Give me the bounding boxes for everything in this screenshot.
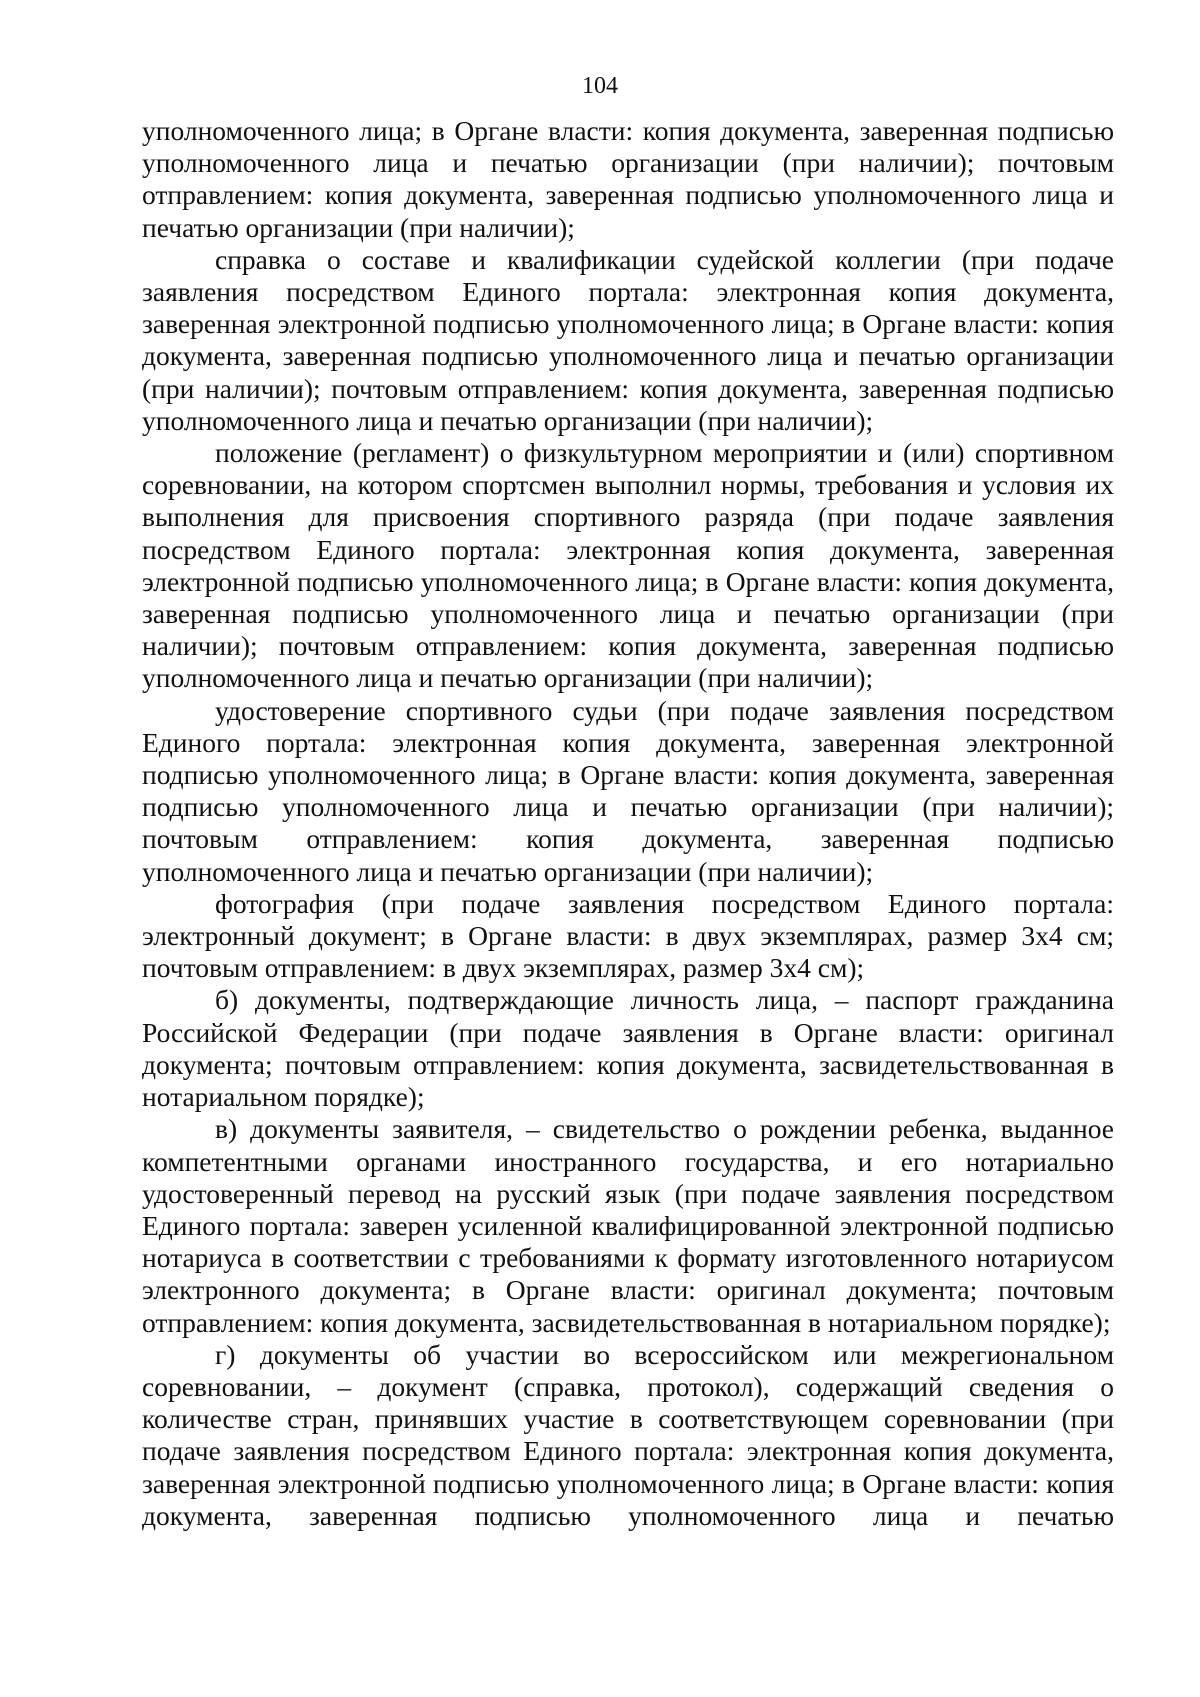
paragraph-identity-documents: б) документы, подтверждающие личность лица, – паспорт гражданина Российской Федерации (при подаче заявления в Органе власти: оригинал документа; почтовым отправлением: копия документа, засвидетельствованная в нотариальном порядке); <box>142 984 1114 1113</box>
paragraph-event-regulations: положение (регламент) о физкультурном мероприятии и (или) спортивном соревновании, на котором спортсмен выполнил нормы, требования и условия их выполнения для присвоения спортивного разряда (при подаче заявления посредством Единого портала: электронная копия документа, заверенная электронной подписью уполномоченного лица; в Органе власти: копия документа, заверенная подписью уполномоченного лица и печатью организации (при наличии); почтовым отправлением: копия документа, заверенная подписью уполномоченного лица и печатью организации (при наличии); <box>142 437 1114 694</box>
paragraph-referee-certificate: удостоверение спортивного судьи (при подаче заявления посредством Единого портала: электронная копия документа, заверенная электронной подписью уполномоченного лица; в Органе власти: копия документа, заверенная подписью уполномоченного лица и печатью организации (при наличии); почтовым отправлением: копия документа, заверенная подписью уполномоченного лица и печатью организации (при наличии); <box>142 694 1114 887</box>
paragraph-photograph: фотография (при подаче заявления посредством Единого портала: электронный документ; в Органе власти: в двух экземплярах, размер 3x4 см; почтовым отправлением: в двух экземплярах, размер 3x4 см); <box>142 887 1114 984</box>
paragraph-competition-participation: г) документы об участии во всероссийском или межрегиональном соревновании, – документ (справка, протокол), содержащий сведения о количестве стран, принявших участие в соответствующем соревновании (при подаче заявления посредством Единого портала: электронная копия документа, заверенная электронной подписью уполномоченного лица; в Органе власти: копия документа, заверенная подписью уполномоченного лица и печатью <box>142 1338 1114 1531</box>
document-body <box>142 115 1114 1532</box>
paragraph-judges-panel-certificate: справка о составе и квалификации судейской коллегии (при подаче заявления посредством Единого портала: электронная копия документа, заверенная электронной подписью уполномоченного лица; в Органе власти: копия документа, заверенная подписью уполномоченного лица и печатью организации (при наличии); почтовым отправлением: копия документа, заверенная подписью уполномоченного лица и печатью организации (при наличии); <box>142 243 1114 436</box>
paragraph-applicant-documents: в) документы заявителя, – свидетельство о рождении ребенка, выданное компетентными органами иностранного государства, и его нотариально удостоверенный перевод на русский язык (при подаче заявления посредством Единого портала: заверен усиленной квалифицированной электронной подписью нотариуса в соответствии с требованиями к формату изготовленного нотариусом электронного документа; в Органе власти: оригинал документа; почтовым отправлением: копия документа, засвидетельствованная в нотариальном порядке); <box>142 1113 1114 1338</box>
page-number: 104 <box>582 73 618 99</box>
paragraph-continuation: уполномоченного лица; в Органе власти: копия документа, заверенная подписью уполномоченного лица и печатью организации (при наличии); почтовым отправлением: копия документа, заверенная подписью уполномоченного лица и печатью организации (при наличии); <box>142 115 1114 243</box>
